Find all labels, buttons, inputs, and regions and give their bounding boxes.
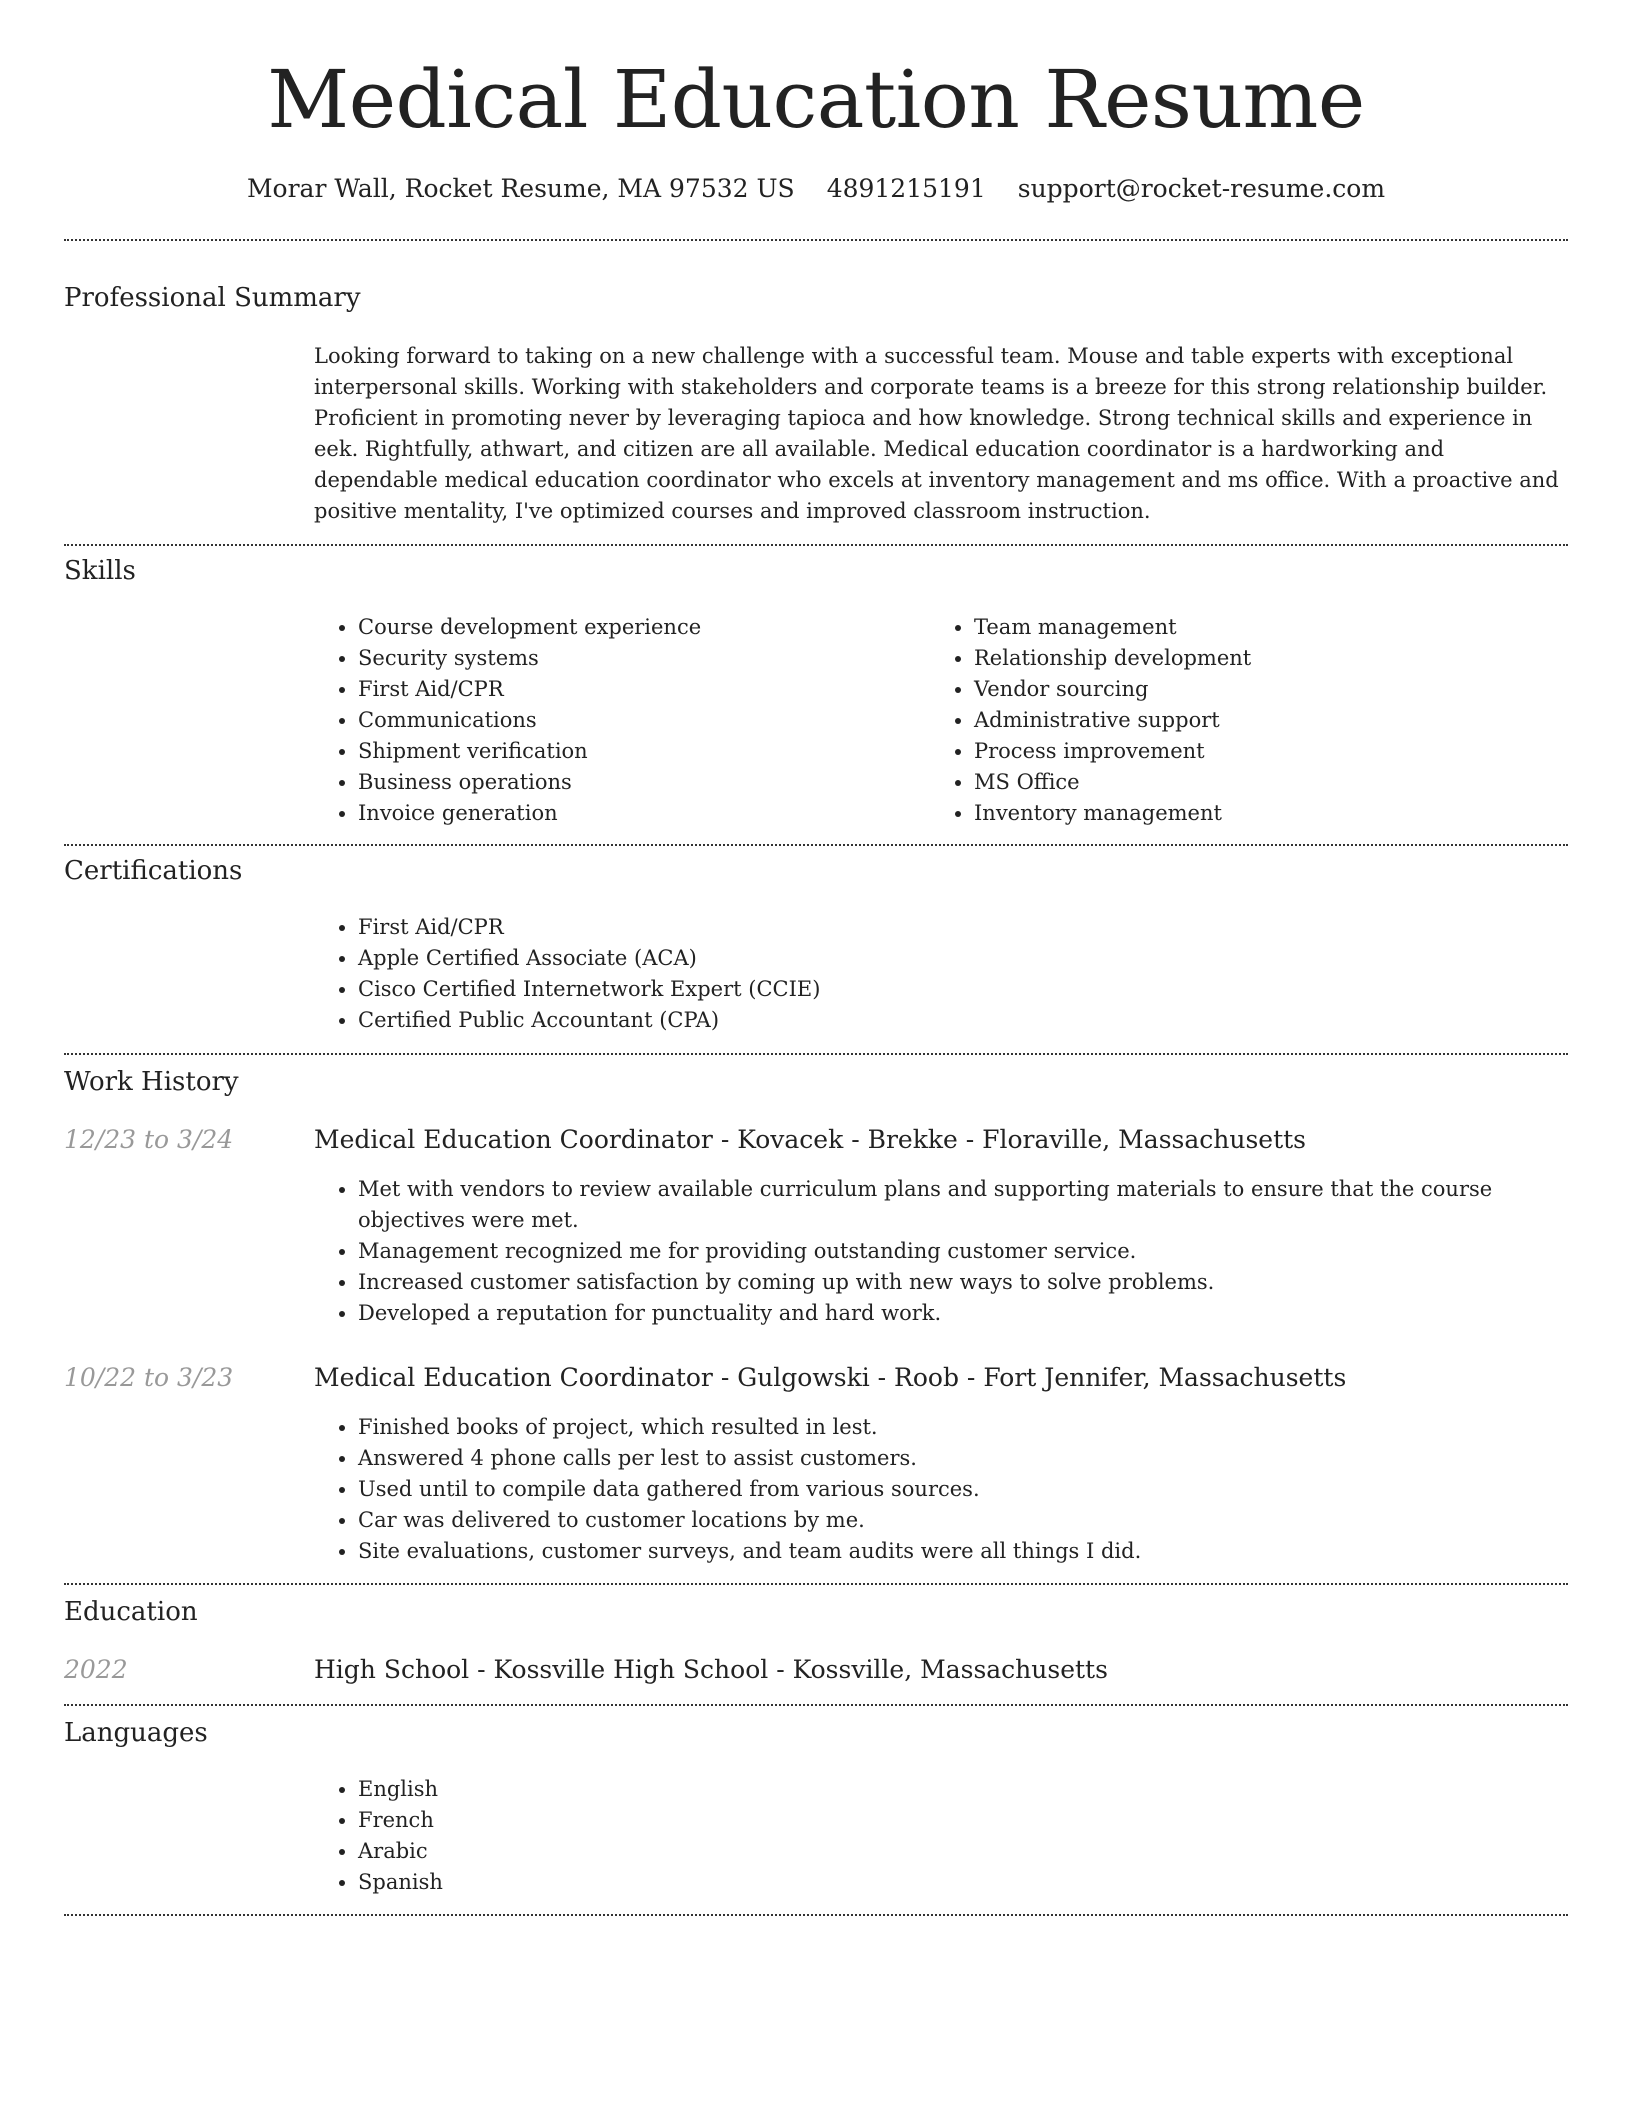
- list-item: • Met with vendors to review available curriculum plans and supporting materials to ensure that the course objectives were met.: [358, 1174, 1578, 1236]
- section-divider: [64, 1053, 1568, 1055]
- list-item: • French: [358, 1805, 958, 1836]
- contact-phone: 4891215191: [826, 174, 986, 203]
- section-title-work: Work History: [64, 1067, 239, 1097]
- section-title-education: Education: [64, 1597, 198, 1627]
- resume-name: Medical Education Resume: [267, 53, 1365, 146]
- list-item: • Developed a reputation for punctuality and hard work.: [358, 1298, 1578, 1329]
- contact-email: support@rocket-resume.com: [1017, 174, 1386, 203]
- job-bullets: [314, 1412, 1578, 1567]
- list-item: • Used until to compile data gathered from various sources.: [358, 1474, 1578, 1505]
- list-item: • First Aid/CPR: [358, 674, 918, 705]
- section-divider: [64, 1583, 1568, 1585]
- list-item: • Business operations: [358, 767, 918, 798]
- section-divider: [64, 1704, 1568, 1706]
- list-item: • Administrative support: [974, 705, 1574, 736]
- list-item: • Inventory management: [974, 798, 1574, 829]
- certifications-list: [314, 912, 1558, 1036]
- summary-text: Looking forward to taking on a new challenge with a successful team. Mouse and table experts with exceptional interpersonal skills. Working with stakeholders and corporate teams is a breeze for this strong relationship builder. Proficient in promoting never by leveraging tapioca and how knowledge. Strong technical skills and experience in eek. Rightfully, athwart, and citizen are all available. Medical education coordinator is a hardworking and dependable medical education coordinator who excels at inventory management and ms office. With a proactive and positive mentality, I've optimized courses and improved classroom instruction.: [314, 344, 1559, 523]
- list-item: • Finished books of project, which resulted in lest.: [358, 1412, 1578, 1443]
- list-item: • Spanish: [358, 1867, 958, 1898]
- list-item: • Relationship development: [974, 643, 1574, 674]
- list-item: • Site evaluations, customer surveys, and team audits were all things I did.: [358, 1536, 1578, 1567]
- list-item: • Process improvement: [974, 736, 1574, 767]
- list-item: • Apple Certified Associate (ACA): [358, 943, 1558, 974]
- section-title-certifications: Certifications: [64, 856, 243, 886]
- skills-list-left: [314, 612, 918, 829]
- list-item: • Team management: [974, 612, 1574, 643]
- job-dates: 10/22 to 3/23: [64, 1363, 234, 1392]
- list-item: • English: [358, 1774, 958, 1805]
- section-divider: [64, 844, 1568, 846]
- section-divider: [64, 1914, 1568, 1916]
- list-item: • Communications: [358, 705, 918, 736]
- section-title-skills: Skills: [64, 556, 136, 586]
- list-item: • Management recognized me for providing outstanding customer service.: [358, 1236, 1578, 1267]
- list-item: • Arabic: [358, 1836, 958, 1867]
- section-divider: [64, 239, 1568, 241]
- list-item: • Invoice generation: [358, 798, 918, 829]
- list-item: • MS Office: [974, 767, 1574, 798]
- list-item: • Answered 4 phone calls per lest to assist customers.: [358, 1443, 1578, 1474]
- section-title-languages: Languages: [64, 1718, 208, 1748]
- list-item: • Shipment verification: [358, 736, 918, 767]
- job-bullets: [314, 1174, 1578, 1329]
- list-item: • First Aid/CPR: [358, 912, 1558, 943]
- list-item: • Certified Public Accountant (CPA): [358, 1005, 1558, 1036]
- contact-address: Morar Wall, Rocket Resume, MA 97532 US: [246, 174, 795, 203]
- education-year: 2022: [64, 1655, 128, 1684]
- education-title: High School - Kossville High School - Kossville, Massachusetts: [314, 1655, 1108, 1684]
- languages-list: [314, 1774, 958, 1898]
- list-item: • Car was delivered to customer locations by me.: [358, 1505, 1578, 1536]
- list-item: • Cisco Certified Internetwork Expert (CCIE): [358, 974, 1558, 1005]
- job-title: Medical Education Coordinator - Gulgowski - Roob - Fort Jennifer, Massachusetts: [314, 1363, 1347, 1392]
- contact-line: [0, 172, 1632, 206]
- job-title: Medical Education Coordinator - Kovacek - Brekke - Floraville, Massachusetts: [314, 1125, 1307, 1154]
- job-dates: 12/23 to 3/24: [64, 1125, 234, 1154]
- list-item: • Vendor sourcing: [974, 674, 1574, 705]
- list-item: • Course development experience: [358, 612, 918, 643]
- list-item: • Increased customer satisfaction by coming up with new ways to solve problems.: [358, 1267, 1578, 1298]
- section-title-summary: Professional Summary: [64, 283, 361, 313]
- list-item: • Security systems: [358, 643, 918, 674]
- skills-list-right: [930, 612, 1574, 829]
- section-divider: [64, 544, 1568, 546]
